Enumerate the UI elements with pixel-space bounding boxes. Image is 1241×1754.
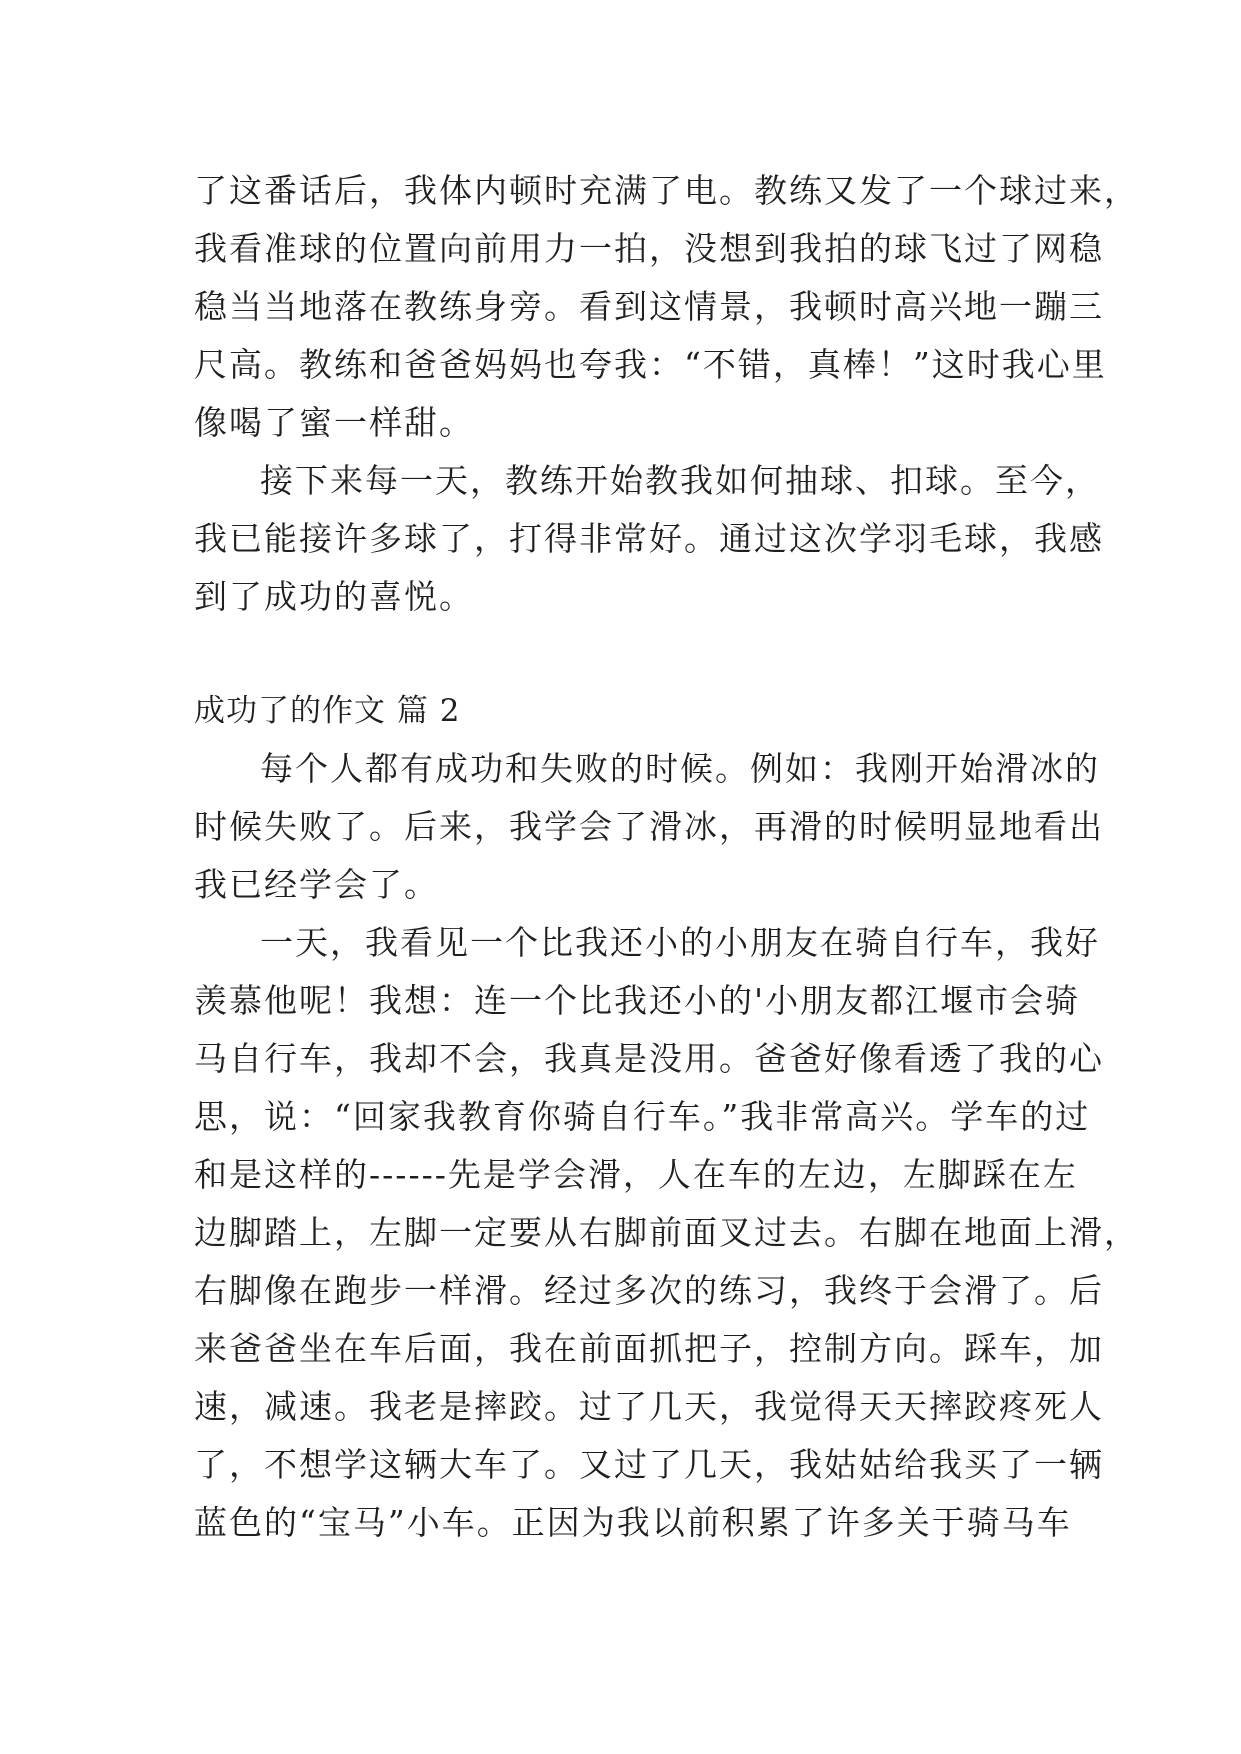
text-line: 我已能接许多球了，打得非常好。通过这次学羽毛球，我感 [194,519,1104,558]
text-line: 接下来每一天，教练开始教我如何抽球、扣球。至今， [260,461,1100,500]
paragraph-3 [194,740,1104,914]
text-line: 边脚踏上，左脚一定要从右脚前面叉过去。右脚在地面上滑， [194,1213,1139,1252]
text-line: 每个人都有成功和失败的时候。例如：我刚开始滑冰的 [260,749,1100,788]
text-line: 了这番话后，我体内顿时充满了电。教练又发了一个球过来， [194,171,1139,210]
text-line: 一天，我看见一个比我还小的小朋友在骑自行车，我好 [260,923,1100,962]
text-line: 到了成功的喜悦。 [194,577,474,616]
text-line: 速，减速。我老是摔跤。过了几天，我觉得天天摔跤疼死人 [194,1387,1104,1426]
document-body [194,162,1139,1552]
section-heading: 成功了的作文 篇 2 [194,693,461,729]
paragraph-1 [194,162,1139,452]
text-line: 右脚像在跑步一样滑。经过多次的练习，我终于会滑了。后 [194,1271,1104,1310]
text-line: 和是这样的------先是学会滑，人在车的左边，左脚踩在左 [194,1155,1078,1194]
paragraph-4 [194,914,1139,1552]
text-line: 尺高。教练和爸爸妈妈也夸我：“不错，真棒！”这时我心里 [194,345,1107,384]
text-line: 蓝色的“宝马”小车。正因为我以前积累了许多关于骑马车 [194,1503,1072,1542]
paragraph-2 [194,452,1104,626]
text-line: 像喝了蜜一样甜。 [194,403,474,442]
text-line: 稳当当地落在教练身旁。看到这情景，我顿时高兴地一蹦三 [194,287,1104,326]
text-line: 了，不想学这辆大车了。又过了几天，我姑姑给我买了一辆 [194,1445,1104,1484]
text-line: 羡慕他呢！我想：连一个比我还小的'小朋友都江堰市会骑 [194,981,1081,1020]
text-line: 我已经学会了。 [194,865,439,904]
text-line: 时候失败了。后来，我学会了滑冰，再滑的时候明显地看出 [194,807,1104,846]
text-line: 我看准球的位置向前用力一拍，没想到我拍的球飞过了网稳 [194,229,1104,268]
text-line: 思，说：“回家我教育你骑自行车。”我非常高兴。学车的过 [194,1097,1091,1136]
text-line: 马自行车，我却不会，我真是没用。爸爸好像看透了我的心 [194,1039,1104,1078]
text-line: 来爸爸坐在车后面，我在前面抓把子，控制方向。踩车，加 [194,1329,1104,1368]
